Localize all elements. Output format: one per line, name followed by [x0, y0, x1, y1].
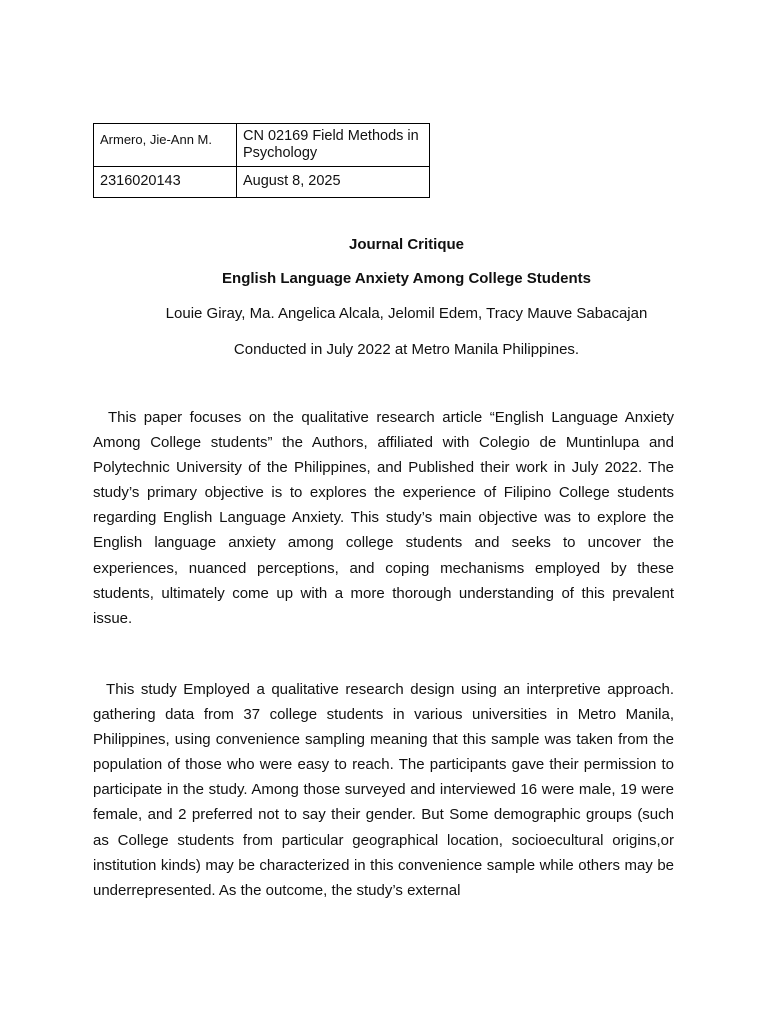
paragraph-methodology: This study Employed a qualitative research design using an interpretive approach. gathering data from 37 college students in various universities in Metro Manila, Philippines, using convenience sampling meaning that this sample was taken from the population of those who were easy to reach. The participants gave their permission to participate in the study. Among those surveyed and interviewed 16 were male, 19 were female, and 2 preferred not to say their gender. But Some demographic groups (such as College students from particular geographical location, socioecultural origins,or institution kinds) may be characterized in this convenience sample while others may be underrepresented. As the outcome, the study’s external	[93, 681, 679, 899]
study-conducted-note: Conducted in July 2022 at Metro Manila Philippines.	[233, 341, 580, 358]
article-title: English Language Anxiety Among College Students	[222, 270, 591, 287]
paragraph-introduction: This paper focuses on the qualitative research article “English Language Anxiety Among College students” the Authors, affiliated with Colegio de Muntinlupa and Polytechnic University of the Philippines, and Published their work in July 2022. The study’s primary objective is to explores the experience of Filipino College students regarding English Language Anxiety. This study’s main objective was to explore the English language anxiety among college students and seeks to uncover the experiences, nuanced perceptions, and coping mechanisms employed by these students, ultimately come up with a more thorough understanding of this prevalent issue.	[93, 409, 679, 627]
table-row	[94, 124, 430, 167]
student-name-cell: Armero, Jie-Ann M.	[94, 124, 237, 167]
date-cell: August 8, 2025	[237, 167, 430, 198]
article-authors: Louie Giray, Ma. Angelica Alcala, Jelomil Edem, Tracy Mauve Sabacajan	[165, 305, 648, 322]
header-info-table	[93, 123, 430, 198]
document-heading: Journal Critique	[348, 236, 464, 253]
table-row	[94, 167, 430, 198]
student-id-cell: 2316020143	[94, 167, 237, 198]
course-cell: CN 02169 Field Methods in Psychology	[237, 124, 430, 167]
